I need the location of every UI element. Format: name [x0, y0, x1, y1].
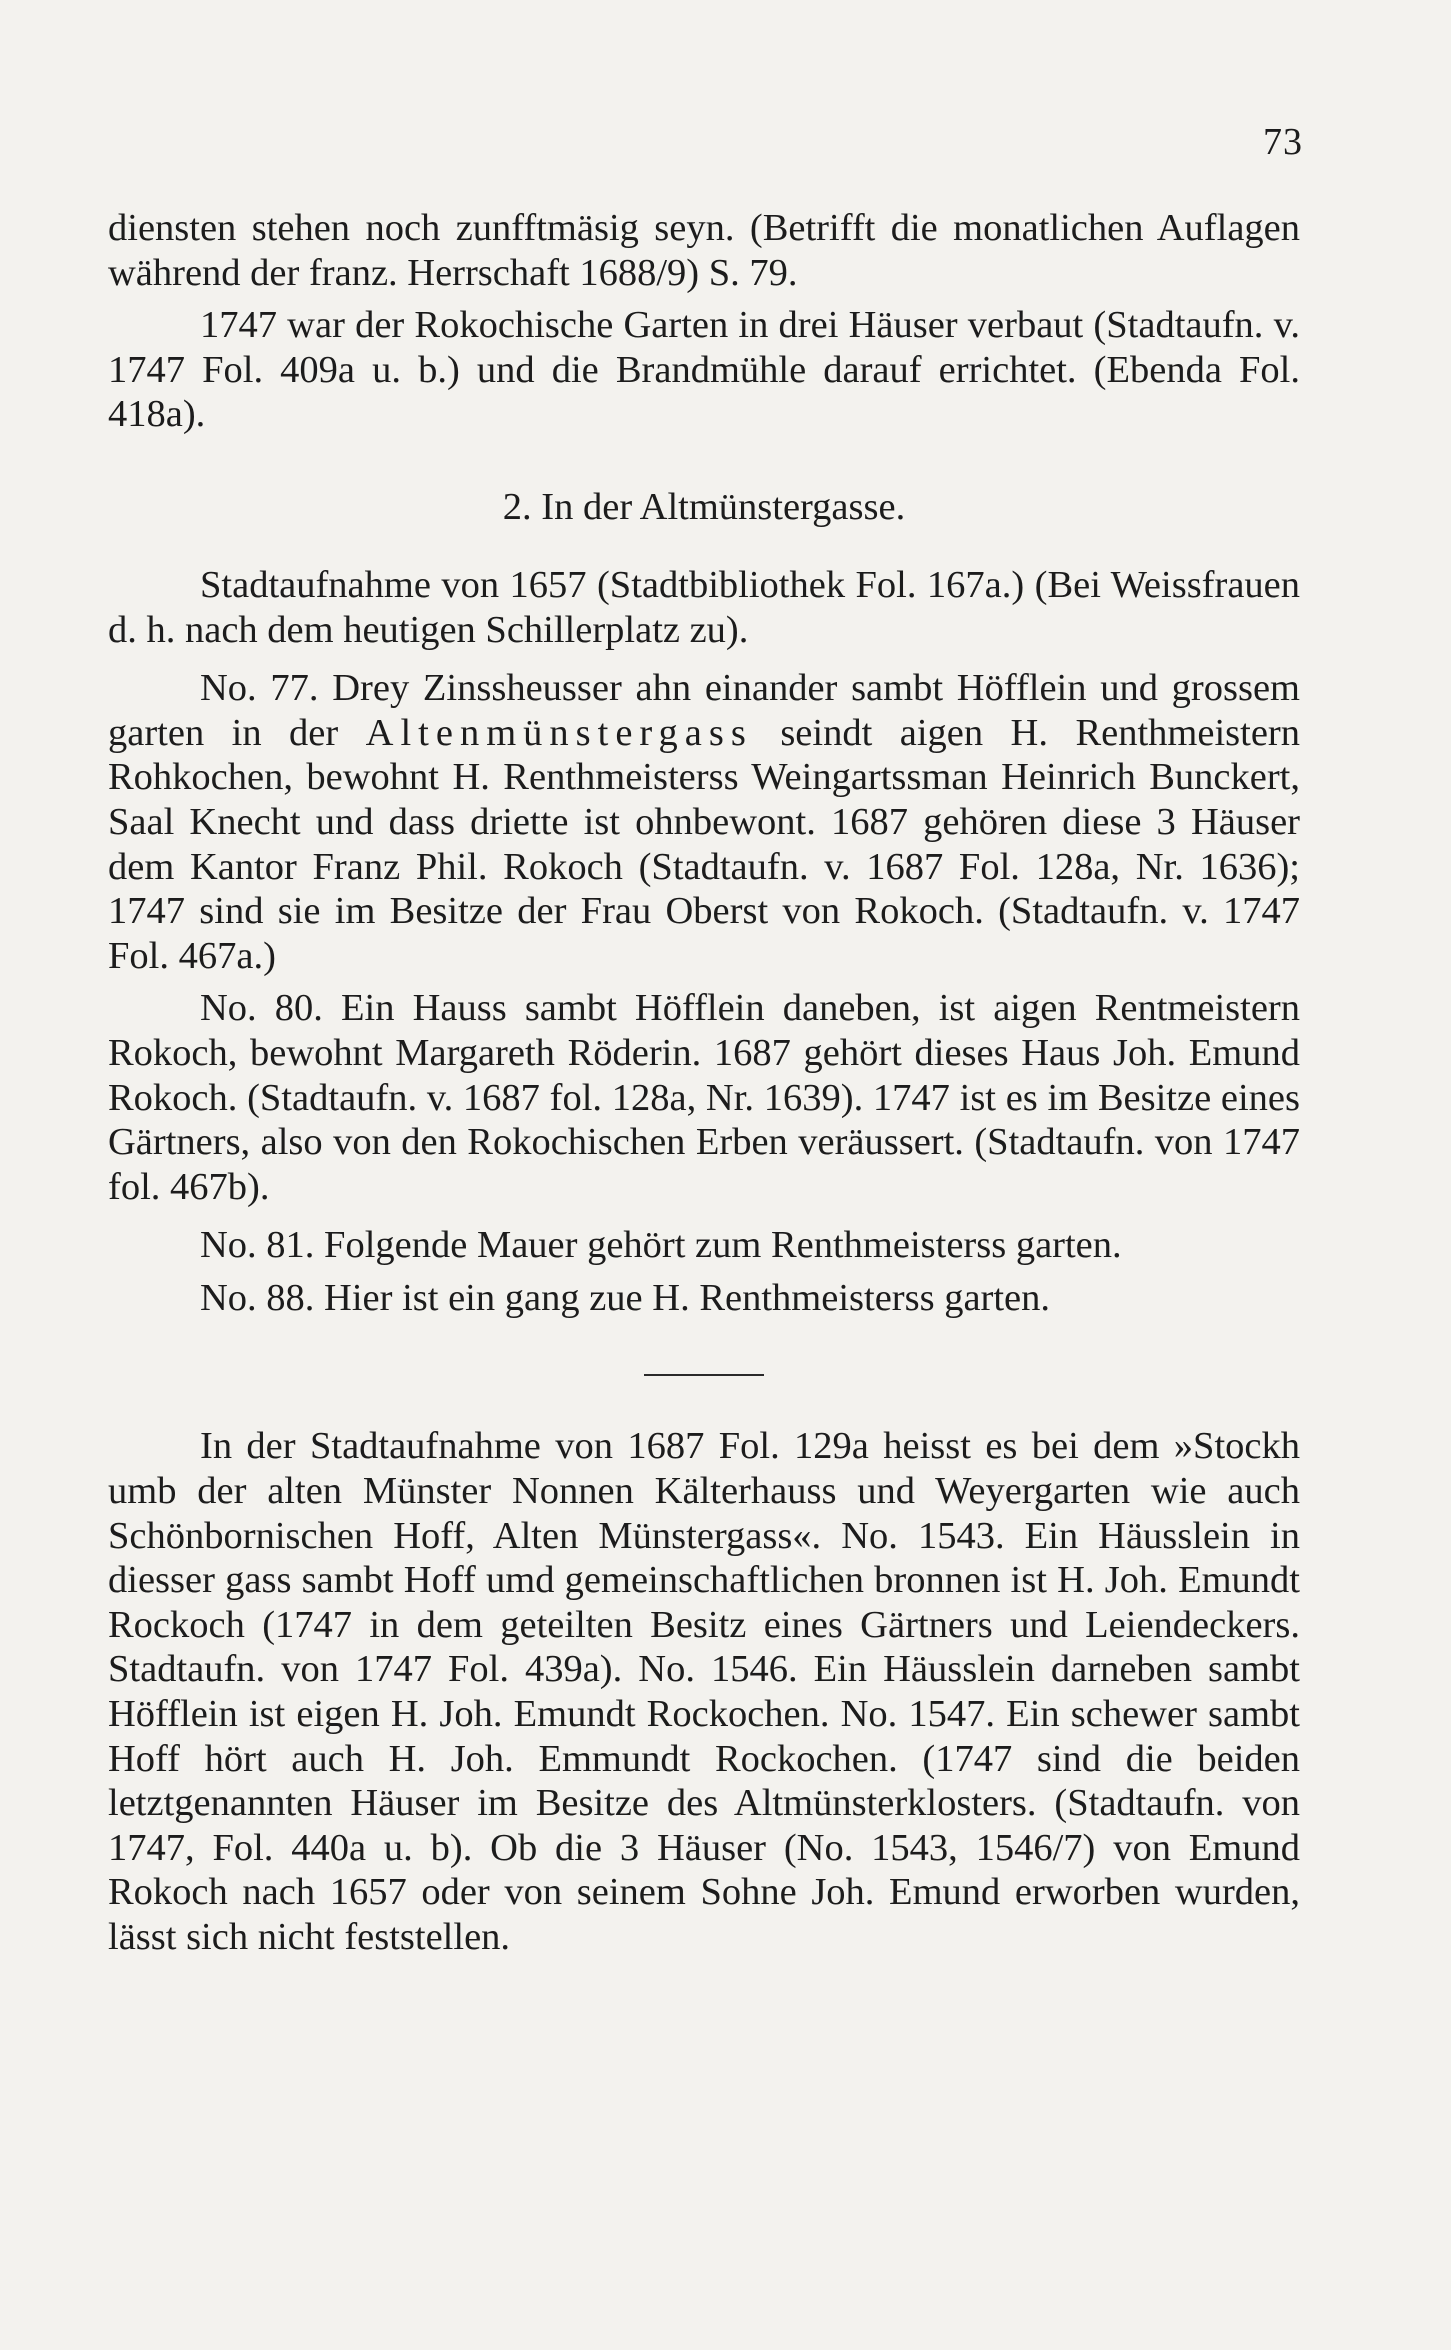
paragraph-continuation: diensten stehen noch zunfftmäsig seyn. (Betrifft die monatlichen Auflagen während der franz. Herrschaft 1688/9) S. 79. — [108, 207, 1300, 294]
separator-rule — [644, 1374, 764, 1376]
paragraph-no-81: No. 81. Folgende Mauer gehört zum Renthmeisterss garten. — [200, 1224, 1122, 1267]
no-77-text-end: seindt aigen H. Renthmeistern Rohkochen, bewohnt H. Renthmeisterss Weingartssman Heinrich Bunckert, Saal Knecht und dass driette ist ohnbewont. 1687 gehören diese 3 Häuser dem Kantor Franz Phil. Rokoch (Stadtaufn. v. 1687 Fol. 128a, Nr. 1636); 1747 sind sie im Besitze der Frau Oberst von Rokoch. (Stadtaufn. v. 1747 Fol. 467a.) — [108, 711, 1300, 977]
no-77-text-start: No. 77. Drey Zinssheusser ahn einander sambt Höfflein und grossem garten in der — [108, 667, 1300, 754]
section-heading: 2. In der Altmünstergasse. — [502, 485, 906, 528]
paragraph-rokochischer-garten: 1747 war der Rokochische Garten in drei Häuser verbaut (Stadtaufn. v. 1747 Fol. 409a u. b.) und die Brandmühle darauf errichtet. (Ebenda Fol. 418a). — [108, 304, 1300, 436]
page-number: 73 — [1263, 121, 1303, 163]
paragraph-no-77 — [108, 666, 1300, 978]
paragraph-stadtaufnahme-1657: Stadtaufnahme von 1657 (Stadtbibliothek Fol. 167a.) (Bei Weissfrauen d. h. nach dem heutigen Schillerplatz zu). — [108, 563, 1300, 651]
paragraph-no-80: No. 80. Ein Hauss sambt Höfflein daneben, ist aigen Rentmeistern Rokoch, bewohnt Margareth Röderin. 1687 gehört dieses Haus Joh. Emund Rokoch. (Stadtaufn. v. 1687 fol. 128a, Nr. 1639). 1747 ist es im Besitze eines Gärtners, also von den Rokochischen Erben veräussert. (Stadtaufn. von 1747 fol. 467b). — [108, 987, 1300, 1208]
paragraph-no-88: No. 88. Hier ist ein gang zue H. Renthmeisterss garten. — [200, 1276, 1051, 1319]
body-text — [108, 206, 1300, 1960]
paragraph-stadtaufnahme-1687: In der Stadtaufnahme von 1687 Fol. 129a heisst es bei dem »Stockh umb der alten Münster Nonnen Kälterhauss und Weyergarten wie auch Schönbornischen Hoff, Alten Münstergass«. No. 1543. Ein Häusslein in diesser gass sambt Hoff umd gemeinschaftlichen bronnen ist H. Joh. Emundt Rockoch (1747 in dem geteilten Besitz eines Gärtners und Leiendeckers. Stadtaufn. von 1747 Fol. 439a). No. 1546. Ein Häusslein darneben sambt Höfflein ist eigen H. Joh. Emundt Rockochen. No. 1547. Ein schewer sambt Hoff hört auch H. Joh. Emmundt Rockochen. (1747 sind die beiden letztgenannten Häuser im Besitze des Altmünsterklosters. (Stadtaufn. von 1747, Fol. 440a u. b). Ob die 3 Häuser (No. 1543, 1546/7) von Emund Rokoch nach 1657 oder von seinem Sohne Joh. Emund erworben wurden, lässt sich nicht feststellen. — [108, 1425, 1300, 1958]
no-77-spaced-street: Altenmünstergass — [365, 711, 753, 754]
